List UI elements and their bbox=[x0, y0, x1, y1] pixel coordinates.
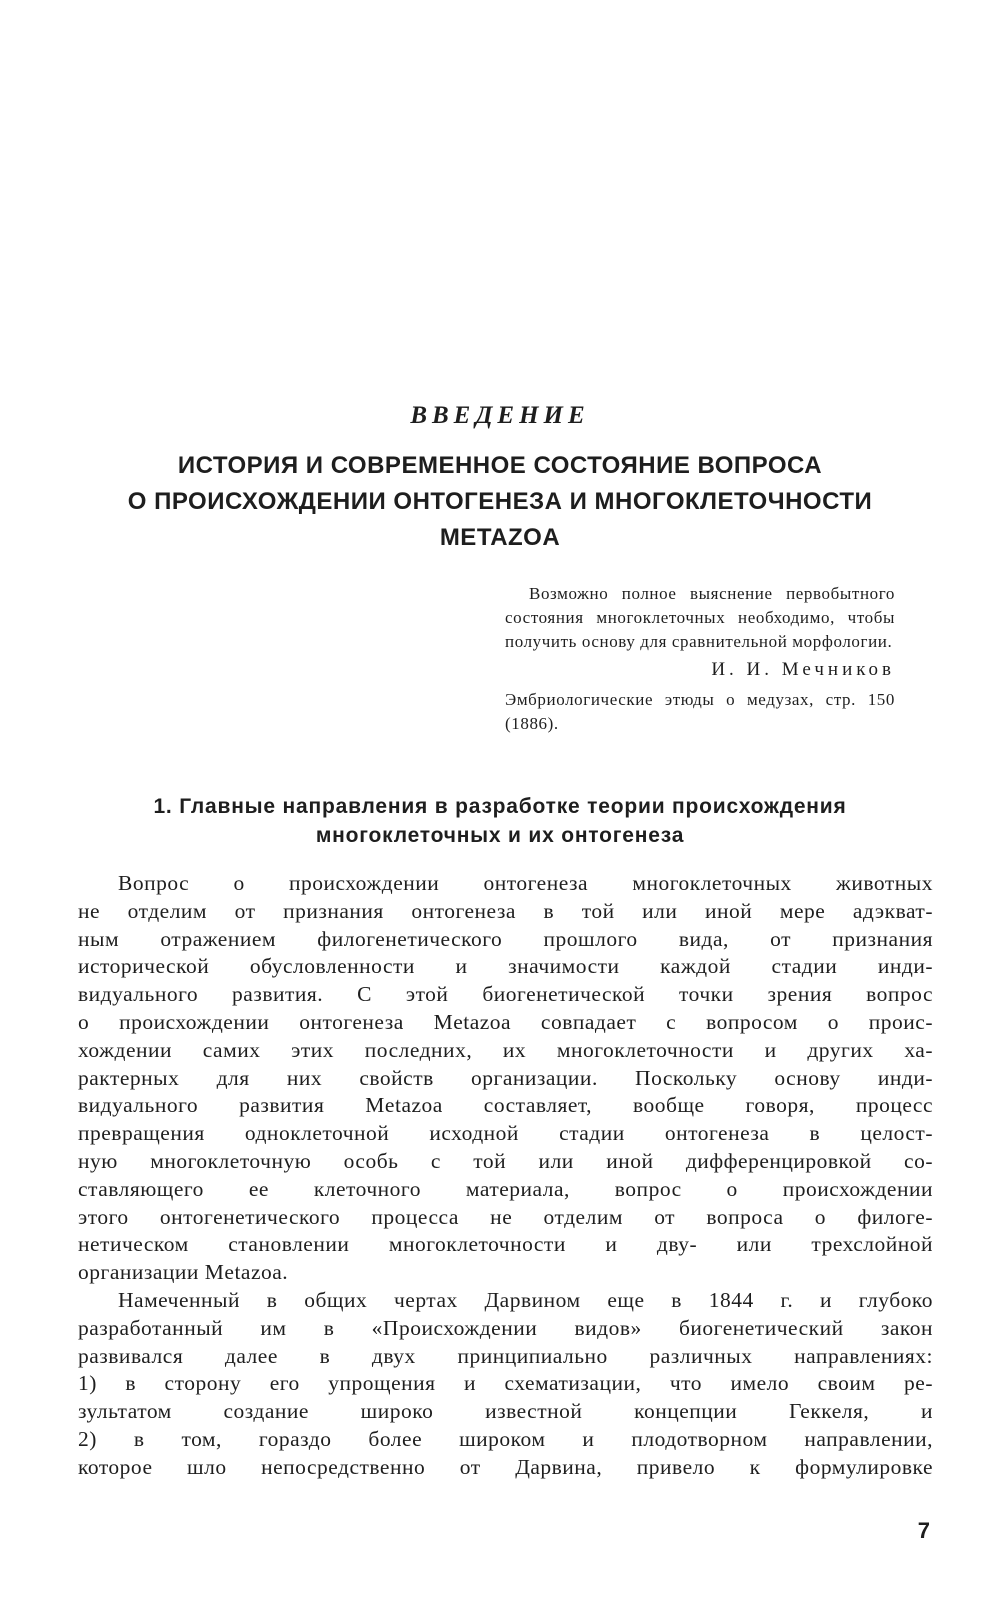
text-line: разработанный им в «Происхождении видов» биогенетический закон bbox=[78, 1315, 933, 1340]
text-line: ную многоклеточную особь с той или иной дифференцировкой со- bbox=[78, 1148, 933, 1173]
chapter-title bbox=[80, 448, 920, 556]
text-line: этого онтогенетического процесса не отделим от вопроса о филоге- bbox=[78, 1204, 933, 1229]
text-line: превращения одноклеточной исходной стадии онтогенеза в целост- bbox=[78, 1121, 933, 1146]
text-line: Намеченный в общих чертах Дарвином еще в 1844 г. и глубоко bbox=[118, 1287, 933, 1312]
text-line: рактерных для них свойств организации. Поскольку основу инди- bbox=[78, 1065, 933, 1090]
paragraph bbox=[78, 870, 933, 1287]
text-line: организации Metazoa. bbox=[78, 1260, 289, 1285]
text-line: зультатом создание широко известной концепции Геккеля, и bbox=[78, 1399, 933, 1424]
text-line: не отделим от признания онтогенеза в той или иной мере адэкват- bbox=[78, 898, 933, 923]
text-line: которое шло непосредственно от Дарвина, привело к формулировке bbox=[78, 1454, 933, 1479]
text-line: нетическом становлении многоклеточности и дву- или трехслойной bbox=[78, 1232, 933, 1257]
text-line: видуального развития. С этой биогенетической точки зрения вопрос bbox=[78, 982, 933, 1007]
body-text bbox=[78, 870, 933, 1482]
text-line: исторической обусловленности и значимости каждой стадии инди- bbox=[78, 954, 933, 979]
text-line: хождении самих этих последних, их многоклеточности и других ха- bbox=[78, 1037, 933, 1062]
chapter-title-line: О ПРОИСХОЖДЕНИИ ОНТОГЕНЕЗА И МНОГОКЛЕТОЧНОСТИ bbox=[127, 488, 873, 515]
text-line: 1) в сторону его упрощения и схематизации, что имело своим ре- bbox=[78, 1371, 933, 1396]
epigraph bbox=[505, 582, 895, 736]
epigraph-source: Эмбриологические этюды о медузах, стр. 150 (1886). bbox=[505, 690, 895, 733]
epigraph-quote: Возможно полное выяснение первобытного состояния многоклеточных необходимо, чтобы получить основу для сравнительной морфологии. bbox=[505, 584, 895, 651]
paragraph bbox=[78, 1287, 933, 1482]
section-label: ВВЕДЕНИЕ bbox=[410, 402, 590, 429]
text-line: Вопрос о происхождении онтогенеза многоклеточных животных bbox=[118, 871, 933, 895]
section-heading-line: 1. Главные направления в разработке теории происхождения bbox=[153, 795, 847, 818]
chapter-title-line: METAZOA bbox=[439, 524, 561, 551]
page-number: 7 bbox=[917, 1518, 930, 1543]
text-line: о происхождении онтогенеза Metazoa совпадает с вопросом о проис- bbox=[78, 1009, 933, 1034]
text-line: ным отражением филогенетического прошлого вида, от признания bbox=[78, 926, 933, 951]
chapter-title-line: ИСТОРИЯ И СОВРЕМЕННОЕ СОСТОЯНИЕ ВОПРОСА bbox=[177, 452, 823, 479]
text-line: 2) в том, гораздо более широком и плодотворном направлении, bbox=[78, 1426, 933, 1451]
epigraph-author: И. И. Мечников bbox=[711, 659, 895, 680]
text-line: ставляющего ее клеточного материала, вопрос о происхождении bbox=[78, 1176, 933, 1201]
text-line: видуального развития Metazoa составляет, вообще говоря, процесс bbox=[78, 1093, 933, 1118]
text-line: развивался далее в двух принципиально различных направлениях: bbox=[78, 1343, 933, 1368]
section-heading-line: многоклеточных и их онтогенеза bbox=[315, 824, 685, 847]
section-heading bbox=[70, 792, 930, 850]
